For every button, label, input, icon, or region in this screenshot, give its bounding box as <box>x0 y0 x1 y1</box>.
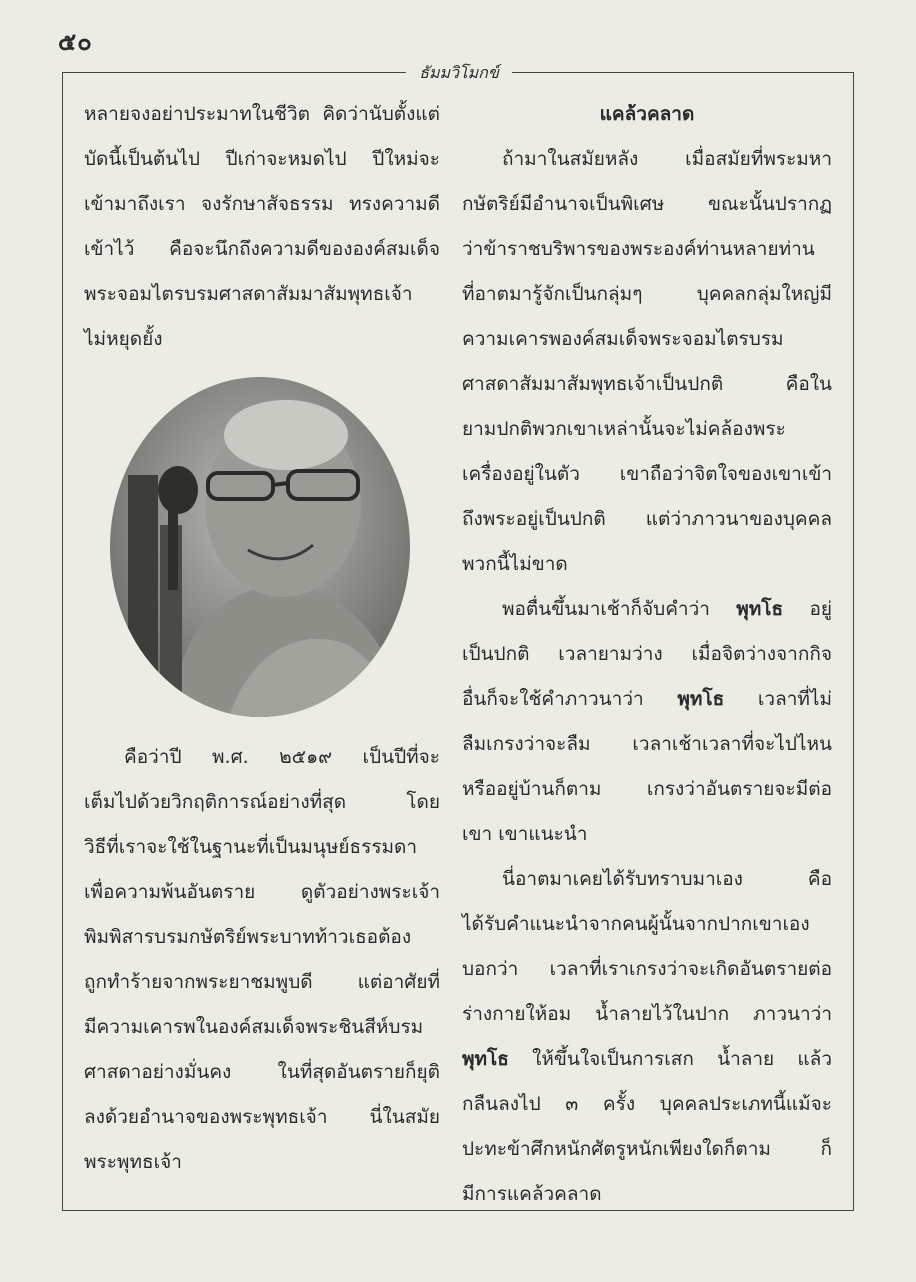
bold-keyword: พุทโธ <box>736 598 784 620</box>
left-column-top <box>84 92 440 362</box>
text-line: บอกว่า เวลาที่เราเกรงว่าจะเกิดอันตรายต่อ <box>462 958 832 980</box>
text-line: ถ้ามาในสมัยหลัง เมื่อสมัยที่พระมหา <box>502 148 832 170</box>
section-heading: แคล้วคลาด <box>599 103 695 125</box>
text-line: ความเคารพองค์สมเด็จพระจอมไตรบรม <box>462 328 784 350</box>
text-line: ถึงพระอยู่เป็นปกติ แต่ว่าภาวนาของบุคคล <box>462 508 832 530</box>
text-line: ศาสดาอย่างมั่นคง ในที่สุดอันตรายก็ยุติ <box>84 1061 440 1083</box>
text-span: เวลาที่ไม่ <box>757 688 833 710</box>
text-line: วิธีที่เราจะใช้ในฐานะที่เป็นมนุษย์ธรรมดา <box>84 836 418 858</box>
text-line: ลงด้วยอำนาจของพระพุทธเจ้า นี่ในสมัย <box>84 1106 440 1128</box>
text-line: ปะทะข้าศึกหนักศัตรูหนักเพียงใดก็ตาม ก็ <box>462 1138 832 1160</box>
text-line: คือว่าปี พ.ศ. ๒๕๑๙ เป็นปีที่จะ <box>124 746 440 768</box>
text-line: ได้รับคำแนะนำจากคนผู้นั้นจากปากเขาเอง <box>462 913 810 935</box>
text-line: เพื่อความพ้นอันตราย ดูตัวอย่างพระเจ้า <box>84 881 440 903</box>
right-column <box>462 92 832 1217</box>
text-line: พระจอมไตรบรมศาสดาสัมมาสัมพุทธเจ้า <box>84 283 413 305</box>
text-line: มีการแคล้วคลาด <box>462 1183 602 1205</box>
bold-keyword: พุทโธ <box>677 688 725 710</box>
text-span: ให้ขึ้นใจเป็นการเสก น้ำลาย แล้ว <box>532 1048 832 1070</box>
text-line: กลืนลงไป ๓ ครั้ง บุคคลประเภทนี้แม้จะ <box>462 1093 832 1115</box>
text-line: เป็นปกติ เวลายามว่าง เมื่อจิตว่างจากกิจ <box>462 643 832 665</box>
text-line: หรืออยู่บ้านก็ตาม เกรงว่าอันตรายจะมีต่อ <box>462 778 832 800</box>
bold-keyword: พุทโธ <box>462 1048 509 1070</box>
text-line: พิมพิสารบรมกษัตริย์พระบาทท้าวเธอต้อง <box>84 926 412 948</box>
text-span: อยู่ <box>809 598 832 620</box>
text-line: พระพุทธเจ้า <box>84 1151 182 1173</box>
text-line <box>462 1037 832 1082</box>
text-line: เข้าไว้ คือจะนึกถึงความดีขององค์สมเด็จ <box>84 238 440 260</box>
text-line: ร่างกายให้อม น้ำลายไว้ในปาก ภาวนาว่า <box>462 1003 832 1025</box>
text-line: เครื่องอยู่ในตัว เขาถือว่าจิตใจของเขาเข้า <box>462 463 832 485</box>
text-line: เต็มไปด้วยวิกฤติการณ์อย่างที่สุด โดย <box>84 791 440 813</box>
text-line: เข้ามาถึงเรา จงรักษาสัจธรรม ทรงความดี <box>84 193 440 215</box>
text-span: พอตื่นขึ้นมาเช้าก็จับคำว่า <box>502 598 710 620</box>
text-span: อื่นก็จะใช้คำภาวนาว่า <box>462 688 644 710</box>
text-line: ไม่หยุดยั้ง <box>84 328 163 350</box>
text-line <box>462 677 832 722</box>
text-line: พวกนี้ไม่ขาด <box>462 553 568 575</box>
page-number: ๕๐ <box>58 28 93 56</box>
text-line: หลายจงอย่าประมาทในชีวิต คิดว่านับตั้งแต่ <box>84 103 440 125</box>
text-line: ยามปกติพวกเขาเหล่านั้นจะไม่คล้องพระ <box>462 418 786 440</box>
text-line: นี่อาตมาเคยได้รับทราบมาเอง คือ <box>502 868 832 890</box>
text-line: ลืมเกรงว่าจะลืม เวลาเช้าเวลาที่จะไปไหน <box>462 733 832 755</box>
text-line: ที่อาตมารู้จักเป็นกลุ่มๆ บุคคลกลุ่มใหญ่มี <box>462 283 832 305</box>
text-line: บัดนี้เป็นต้นไป ปีเก่าจะหมดไป ปีใหม่จะ <box>84 148 440 170</box>
text-line: เขา เขาแนะนำ <box>462 823 588 845</box>
running-head: ธัมมวิโมกข์ <box>419 63 499 82</box>
text-line: มีความเคารพในองค์สมเด็จพระชินสีห์บรม <box>84 1016 424 1038</box>
text-line: กษัตริย์มีอำนาจเป็นพิเศษ ขณะนั้นปรากฏ <box>462 193 832 215</box>
left-column-bottom <box>84 735 440 1185</box>
text-line: ว่าข้าราชบริพารของพระองค์ท่านหลายท่าน <box>462 238 815 260</box>
text-line <box>462 587 832 632</box>
text-line: ศาสดาสัมมาสัมพุทธเจ้าเป็นปกติ คือใน <box>462 373 832 395</box>
text-line: ถูกทำร้ายจากพระยาชมพูบดี แต่อาศัยที่ <box>84 971 440 993</box>
monk-portrait-photo <box>108 375 413 720</box>
